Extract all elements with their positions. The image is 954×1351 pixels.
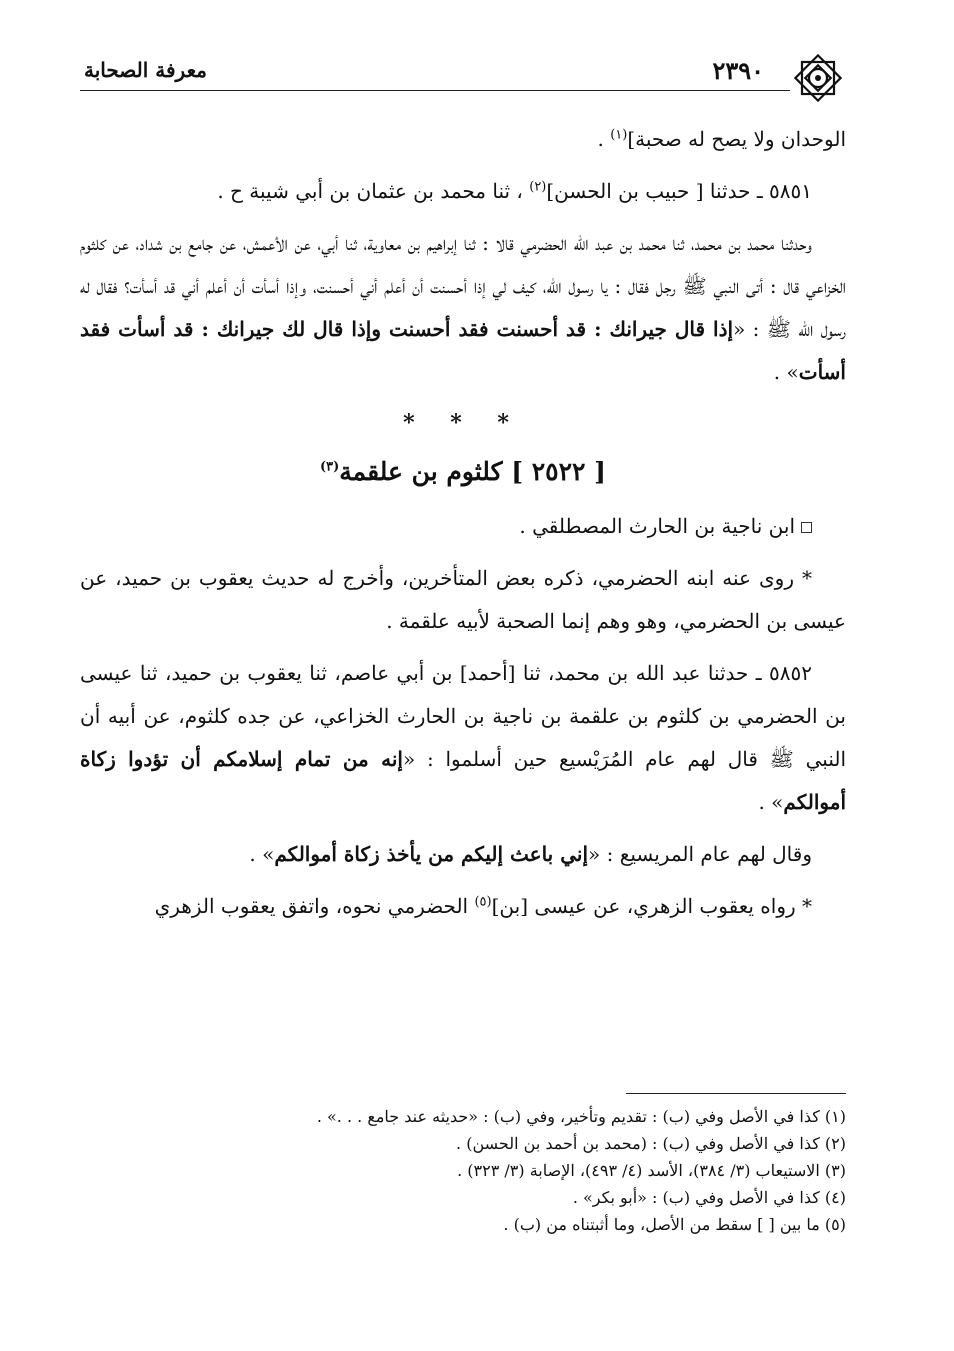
book-title: معرفة الصحابة (84, 58, 207, 82)
hadith-5852: ٥٨٥٢ ـ حدثنا عبد الله بن محمد، ثنا [أحمد] بن أبي عاصم، ثنا يعقوب بن حميد، ثنا عيسى بن الحضرمي بن كلثوم بن علقمة بن ناجية بن الحارث الخزاعي، عن جده كلثوم، عن أبيه أن النبي ﷺ قال لهم عام المُرَيْسيع حين أسلموا : «إنه من تمام إسلامكم أن تؤدوا زكاة أموالكم» . (80, 661, 847, 814)
section-separator: * * * (403, 410, 523, 436)
footnote-divider (626, 1093, 846, 1094)
footnotes (146, 1103, 846, 1238)
entry-note: * روى عنه ابنه الحضرمي، ذكره بعض المتأخرين، وأخرج له حديث يعقوب بن حميد، عن عيسى بن الحضرمي، وهو وهم إنما الصحبة لأبيه علقمة . (80, 566, 846, 633)
page-header (78, 52, 848, 102)
main-text (80, 118, 846, 937)
hadith-5851-chain: ٥٨٥١ ـ حدثنا [ حبيب بن الحسن]$^{(٢)}$ ، ثنا محمد بن عثمان بن أبي شيبة ح . (217, 179, 812, 203)
footnote-3: (٣) الاستيعاب (٣/ ٣٨٤)، الأسد (٤/ ٤٩٣)، الإصابة (٣/ ٣٢٣) . (457, 1161, 846, 1180)
ornament-icon (788, 48, 848, 108)
footnote-1: (١) كذا في الأصل وفي (ب) : تقديم وتأخير، وفي (ب) : «حديثه عند جامع . . .» . (316, 1107, 846, 1126)
footnote-4: (٤) كذا في الأصل وفي (ب) : «أبو بكر» . (572, 1188, 846, 1207)
hadith-5852-variant: وقال لهم عام المريسيع : «إني باعث إليكم من يأخذ زكاة أموالكم» . (249, 842, 812, 866)
header-divider (80, 90, 790, 91)
entry-heading: [ ٢٥٢٢ ] كلثوم بن علقمة$^{(٣)}$ (319, 457, 606, 486)
narration-note: * رواه يعقوب الزهري، عن عيسى [بن]$^{(٥)}$ الحضرمي نحوه، واتفق يعقوب الزهري (154, 894, 812, 918)
footnote-5: (٥) ما بين [ ] سقط من الأصل، وما أثبتناه من (ب) . (503, 1215, 846, 1234)
entry-lineage: ابن ناجية بن الحارث المصطلقي . (80, 505, 846, 548)
square-bullet-icon (801, 522, 812, 533)
paragraph-continuation: الوحدان ولا يصح له صحبة]$^{(١)}$ . (597, 127, 846, 151)
page-number: ٢٣٩٠ (712, 56, 764, 85)
footnote-2: (٢) كذا في الأصل وفي (ب) : (محمد بن أحمد بن الحسن) . (456, 1134, 846, 1153)
hadith-5851-text: وحدثنا محمد بن محمد، ثنا محمد بن عبد الله الحضرمي قالا : ثنا إبراهيم بن معاوية، ثنا أبي، عن الأعمش، عن جامع بن شداد، عن كلثوم الخزاعي قال : أتى النبي ﷺ رجل فقال : يا رسول الله، كيف لي إذا أحسنت أن أعلم أني أحسنت، وإذا أسأت أن أعلم أني قد أسأت؟ فقال له رسول الله ﷺ : «إذا قال جيرانك : قد أحسنت فقد أحسنت وإذا قال لك جيرانك : قد أسأت فقد أسأت» . (80, 231, 846, 384)
